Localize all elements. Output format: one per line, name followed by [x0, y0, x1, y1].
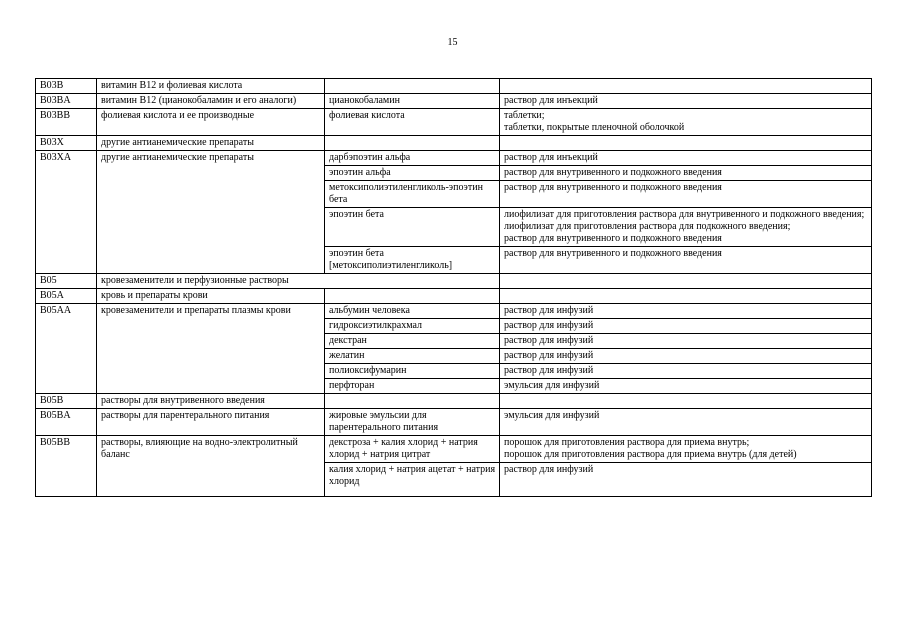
dosage-form-line: раствор для внутривенного и подкожного введения — [504, 248, 722, 259]
table-row — [36, 79, 872, 94]
dosage-form-cell — [500, 394, 872, 409]
dosage-form-line: лиофилизат для приготовления раствора для внутривенного и подкожного введения; — [504, 209, 865, 220]
atc-code-cell: B03B — [36, 79, 97, 94]
atc-code-cell: B05A — [36, 289, 97, 304]
table-row — [36, 94, 872, 109]
dosage-form-line: раствор для инфузий — [504, 320, 594, 331]
dosage-form-line: раствор для инфузий — [504, 464, 594, 475]
dosage-form-line: раствор для внутривенного и подкожного введения — [504, 233, 722, 244]
dosage-form-cell — [500, 166, 872, 181]
drug-name-cell: эпоэтин бета [метоксиполиэтиленгликоль] — [325, 247, 500, 274]
atc-group-cell: кровь и препараты крови — [97, 289, 325, 304]
drug-name-cell — [325, 136, 500, 151]
dosage-form-line: раствор для инфузий — [504, 305, 594, 316]
atc-group-cell: другие антианемические препараты — [97, 151, 325, 274]
table-row — [36, 151, 872, 166]
table-row — [36, 409, 872, 436]
dosage-form-cell — [500, 109, 872, 136]
dosage-form-line: раствор для внутривенного и подкожного введения — [504, 182, 722, 193]
dosage-form-line: порошок для приготовления раствора для приема внутрь; — [504, 437, 750, 448]
dosage-form-cell — [500, 409, 872, 436]
atc-group-cell: растворы для внутривенного введения — [97, 394, 325, 409]
dosage-form-line: раствор для инфузий — [504, 365, 594, 376]
dosage-form-cell — [500, 151, 872, 166]
drug-name-cell — [325, 289, 500, 304]
dosage-form-line: раствор для инфузий — [504, 350, 594, 361]
table-row — [36, 136, 872, 151]
atc-code-cell: B03BB — [36, 109, 97, 136]
dosage-form-cell — [500, 319, 872, 334]
drug-classification-table — [35, 78, 872, 497]
dosage-form-cell — [500, 436, 872, 463]
table-row — [36, 436, 872, 463]
drug-name-cell: фолиевая кислота — [325, 109, 500, 136]
atc-group-cell: растворы, влияющие на водно-электролитный баланс — [97, 436, 325, 497]
atc-group-cell: другие антианемические препараты — [97, 136, 325, 151]
drug-name-cell: калия хлорид + натрия ацетат + натрия хлорид — [325, 463, 500, 497]
drug-name-cell — [325, 79, 500, 94]
dosage-form-cell — [500, 289, 872, 304]
dosage-form-cell — [500, 79, 872, 94]
table-row — [36, 109, 872, 136]
drug-name-cell: альбумин человека — [325, 304, 500, 319]
dosage-form-cell — [500, 304, 872, 319]
drug-name-cell: цианокобаламин — [325, 94, 500, 109]
dosage-form-cell — [500, 334, 872, 349]
atc-code-cell: B05BA — [36, 409, 97, 436]
drug-name-cell: эпоэтин альфа — [325, 166, 500, 181]
atc-group-cell: фолиевая кислота и ее производные — [97, 109, 325, 136]
table-body — [36, 79, 872, 497]
atc-group-cell: витамин B12 и фолиевая кислота — [97, 79, 325, 94]
dosage-form-cell — [500, 349, 872, 364]
drug-name-cell: полиоксифумарин — [325, 364, 500, 379]
dosage-form-cell — [500, 463, 872, 497]
drug-name-cell — [325, 394, 500, 409]
dosage-form-line: раствор для внутривенного и подкожного введения — [504, 167, 722, 178]
atc-code-cell: B05AA — [36, 304, 97, 394]
dosage-form-cell — [500, 247, 872, 274]
atc-code-cell: B03BA — [36, 94, 97, 109]
drug-name-cell: эпоэтин бета — [325, 208, 500, 247]
dosage-form-cell — [500, 181, 872, 208]
dosage-form-line: раствор для инфузий — [504, 335, 594, 346]
drug-name-cell: гидроксиэтилкрахмал — [325, 319, 500, 334]
dosage-form-cell — [500, 208, 872, 247]
atc-code-cell: B05B — [36, 394, 97, 409]
dosage-form-line: таблетки, покрытые пленочной оболочкой — [504, 122, 685, 133]
drug-name-cell: желатин — [325, 349, 500, 364]
drug-name-cell: декстроза + калия хлорид + натрия хлорид + натрия цитрат — [325, 436, 500, 463]
dosage-form-line: порошок для приготовления раствора для приема внутрь (для детей) — [504, 449, 797, 460]
atc-code-cell: B05 — [36, 274, 97, 289]
atc-code-cell: B03X — [36, 136, 97, 151]
drug-name-cell: декстран — [325, 334, 500, 349]
page-number: 15 — [447, 37, 458, 48]
table-row — [36, 304, 872, 319]
atc-code-cell: B03XA — [36, 151, 97, 274]
drug-name-cell: метоксиполиэтиленгликоль-эпоэтин бета — [325, 181, 500, 208]
dosage-form-cell — [500, 274, 872, 289]
dosage-form-cell — [500, 364, 872, 379]
atc-group-cell: витамин B12 (цианокобаламин и его аналоги) — [97, 94, 325, 109]
atc-group-cell: растворы для парентерального питания — [97, 409, 325, 436]
dosage-form-line: эмульсия для инфузий — [504, 380, 600, 391]
table-row — [36, 394, 872, 409]
atc-group-cell: кровезаменители и перфузионные растворы — [97, 274, 500, 289]
dosage-form-line: раствор для инъекций — [504, 95, 598, 106]
atc-group-cell: кровезаменители и препараты плазмы крови — [97, 304, 325, 394]
drug-name-cell: жировые эмульсии для парентерального питания — [325, 409, 500, 436]
dosage-form-line: лиофилизат для приготовления раствора для подкожного введения; — [504, 221, 791, 232]
table-row — [36, 274, 872, 289]
dosage-form-line: раствор для инъекций — [504, 152, 598, 163]
drug-name-cell: дарбэпоэтин альфа — [325, 151, 500, 166]
atc-code-cell: B05BB — [36, 436, 97, 497]
dosage-form-cell — [500, 379, 872, 394]
table-row — [36, 289, 872, 304]
dosage-form-cell — [500, 136, 872, 151]
drug-name-cell: перфторан — [325, 379, 500, 394]
dosage-form-line: таблетки; — [504, 110, 545, 121]
dosage-form-cell — [500, 94, 872, 109]
dosage-form-line: эмульсия для инфузий — [504, 410, 600, 421]
